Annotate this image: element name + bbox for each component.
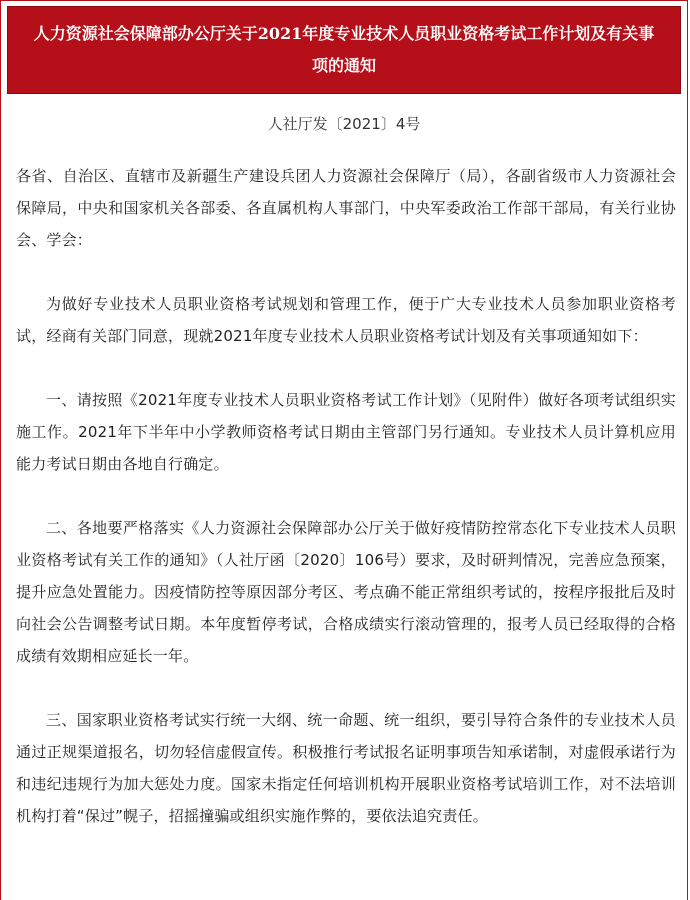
- document-number: 人社厅发〔2021〕4号: [267, 115, 421, 133]
- item-2-paragraph: 二、各地要严格落实《人力资源社会保障部办公厅关于做好疫情防控常态化下专业技术人员职业资格考试有关工作的通知》（人社厅函〔2020〕106号）要求，及时研判情况，完善应急预案，提升应急处置能力。因疫情防控等原因部分考区、考点确不能正常组织考试的，按程序报批后及时向社会公告调整考试日期。本年度暂停考试，合格成绩实行滚动管理的，报考人员已经取得的合格成绩有效期相应延长一年。: [16, 519, 676, 665]
- document-title: 人力资源社会保障部办公厅关于2021年度专业技术人员职业资格考试工作计划及有关事项的通知: [33, 24, 655, 75]
- paragraph-gap: [16, 480, 676, 512]
- paragraph-gap: [16, 672, 676, 704]
- intro-paragraph: 为做好专业技术人员职业资格考试规划和管理工作，便于广大专业技术人员参加职业资格考试，经商有关部门同意，现就2021年度专业技术人员职业资格考试计划及有关事项通知如下：: [16, 295, 676, 345]
- salutation-paragraph: 各省、自治区、直辖市及新疆生产建设兵团人力资源社会保障厅（局），各副省级市人力资源社会保障局，中央和国家机关各部委、各直属机构人事部门，中央军委政治工作部干部局，有关行业协会、学会：: [16, 167, 676, 249]
- paragraph-gap: [16, 256, 676, 288]
- paragraph-gap: [16, 352, 676, 384]
- title-banner: [7, 6, 681, 94]
- item-3-paragraph: 三、国家职业资格考试实行统一大纲、统一命题、统一组织，要引导符合条件的专业技术人员通过正规渠道报名，切勿轻信虚假宣传。积极推行考试报名证明事项告知承诺制，对虚假承诺行为和违纪违规行为加大惩处力度。国家未指定任何培训机构开展职业资格考试培训工作，对不法培训机构打着“保过”幌子，招摇撞骗或组织实施作弊的，要依法追究责任。: [16, 711, 676, 825]
- item-1-paragraph: 一、请按照《2021年度专业技术人员职业资格考试工作计划》（见附件）做好各项考试组织实施工作。2021年下半年中小学教师资格考试日期由主管部门另行通知。专业技术人员计算机应用能力考试日期由各地自行确定。: [16, 391, 676, 473]
- document-body: [16, 160, 676, 832]
